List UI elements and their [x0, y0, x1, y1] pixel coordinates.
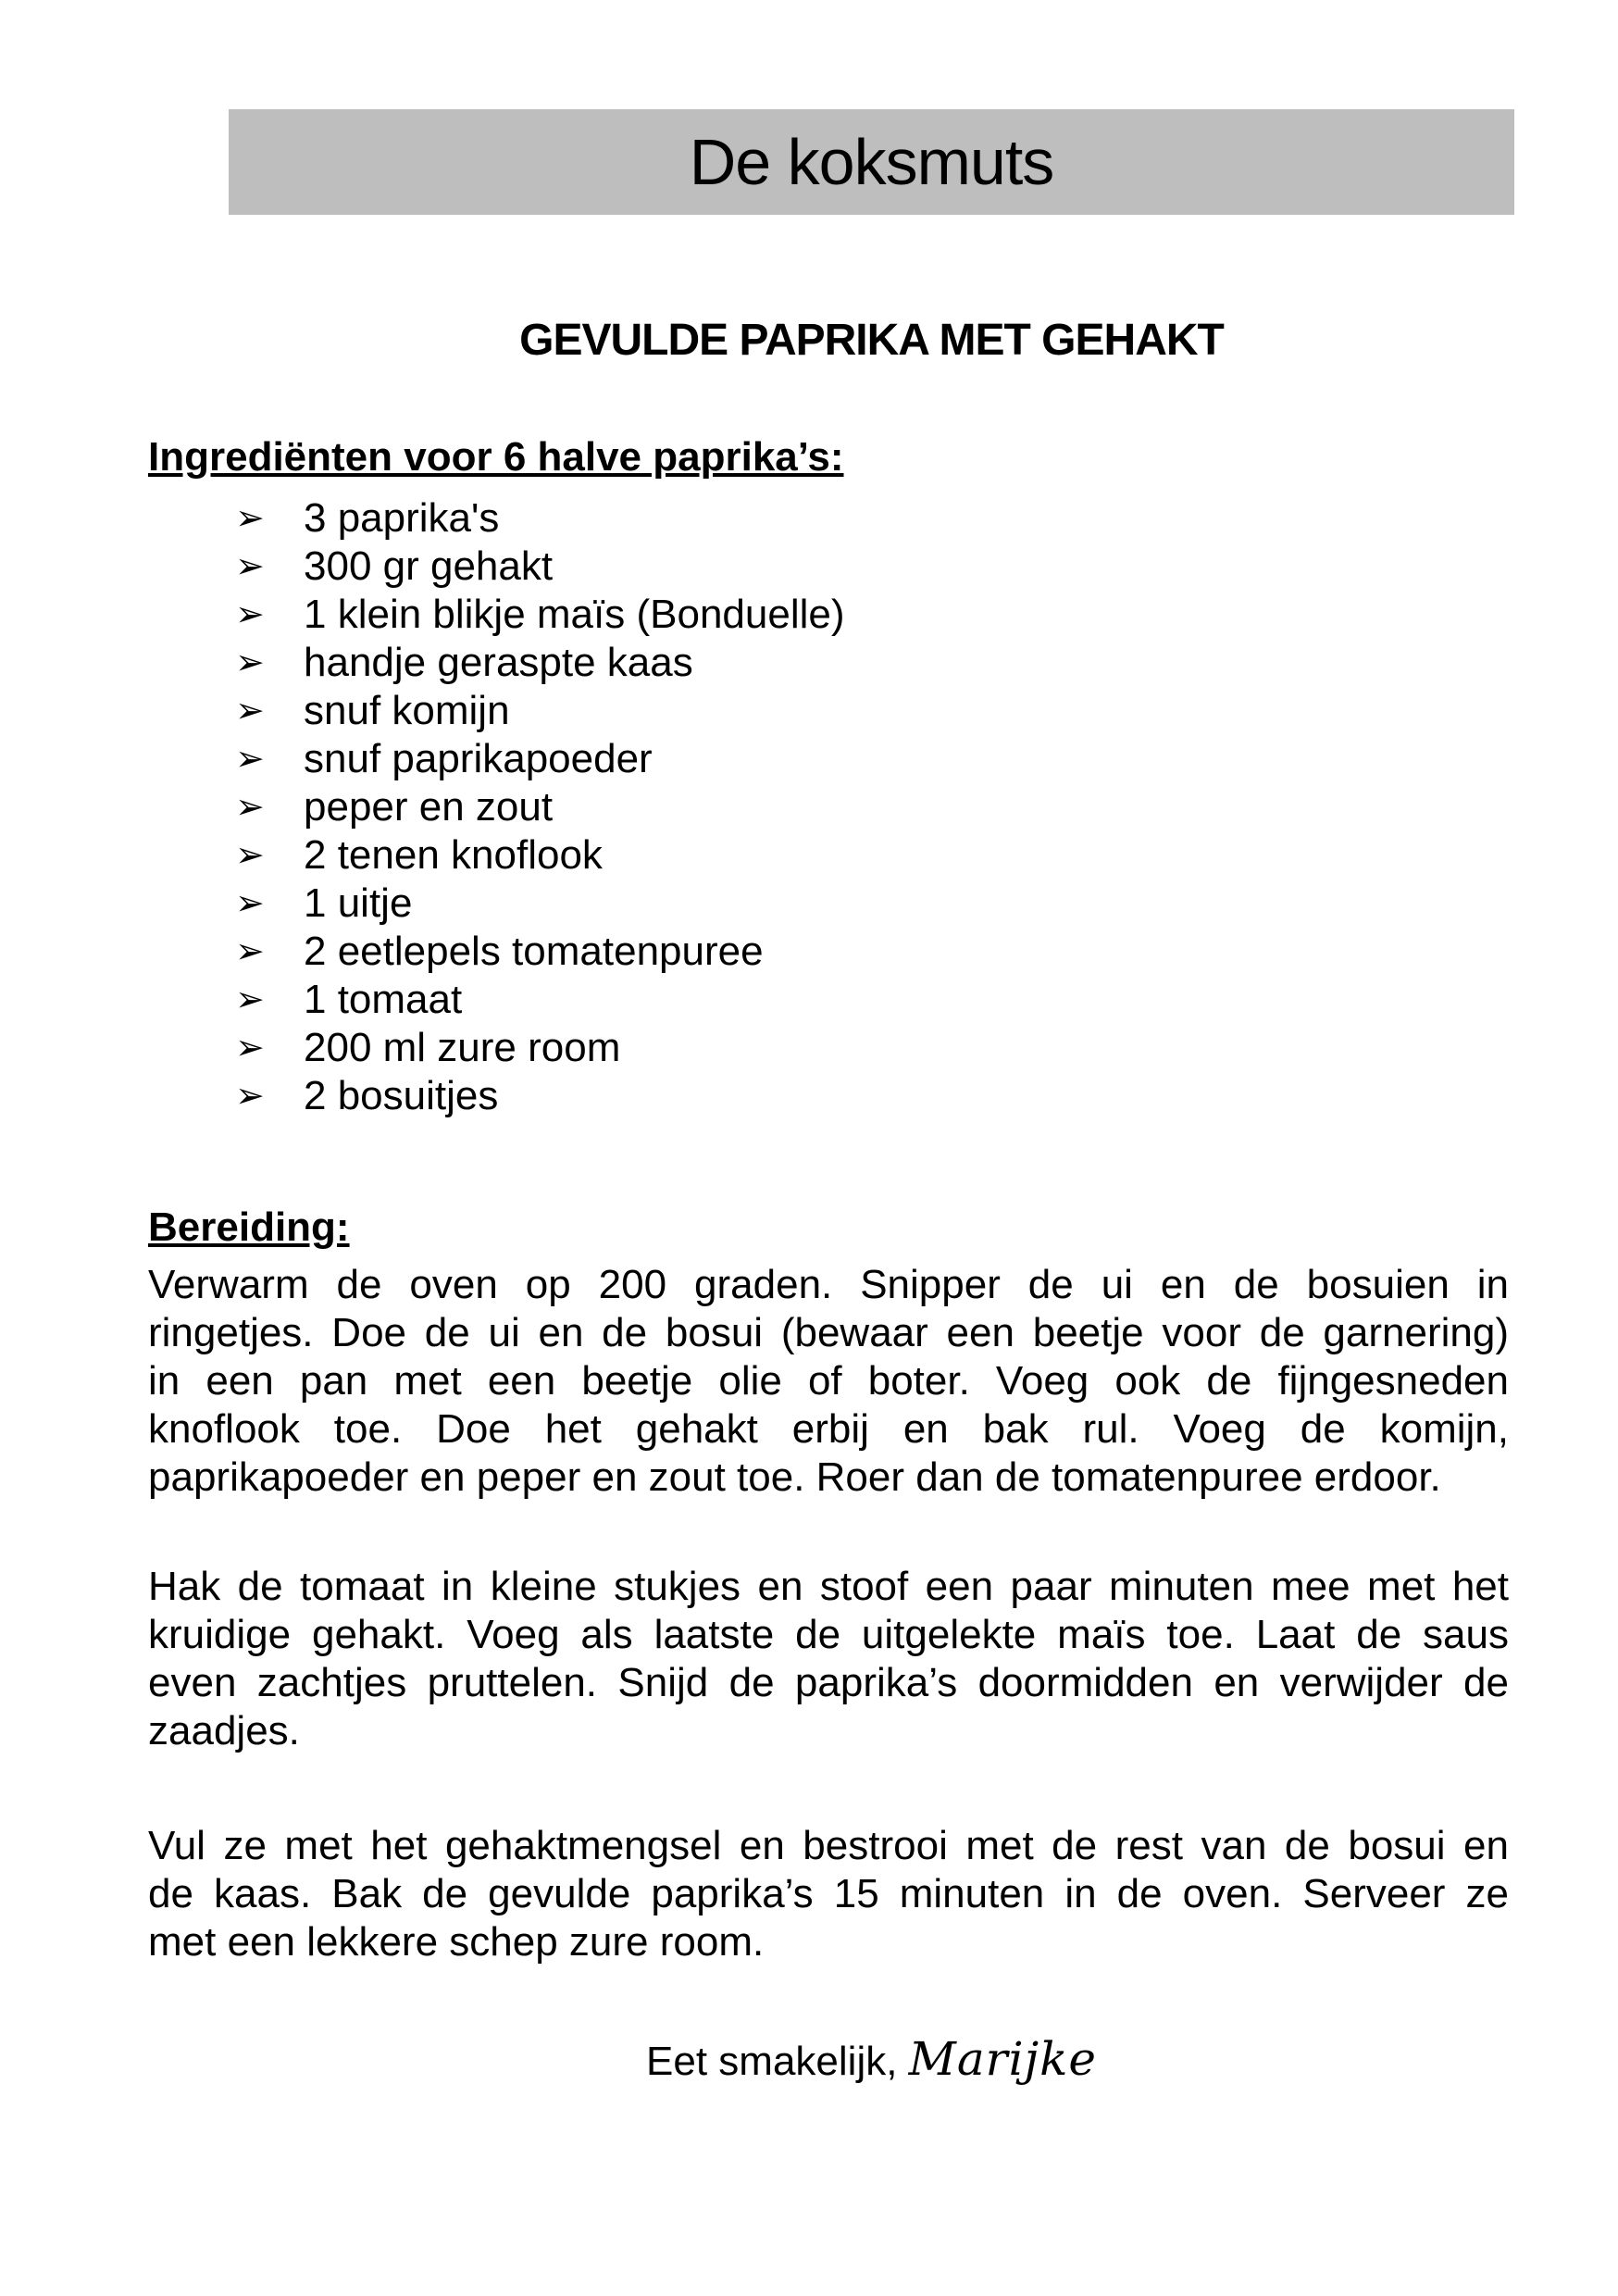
arrow-bullet-icon: ➢ [235, 740, 265, 779]
paragraph-line: Verwarm de oven op 200 graden. Snipper de ui en de bosuien in [148, 1262, 1509, 1307]
signature-line [229, 2033, 1514, 2088]
preparation-paragraph-3 [148, 1822, 1509, 1966]
ingredient-text: 200 ml zure room [304, 1025, 621, 1070]
ingredient-item [148, 494, 1509, 543]
signature-name: Marijke [908, 2032, 1097, 2086]
ingredient-text: 1 tomaat [304, 977, 463, 1022]
ingredient-text: 1 klein blikje maïs (Bonduelle) [304, 592, 845, 637]
arrow-bullet-icon: ➢ [235, 1029, 265, 1067]
paragraph-line: kruidige gehakt. Voeg als laatste de uitgelekte maïs toe. Laat de saus [148, 1612, 1509, 1657]
arrow-bullet-icon: ➢ [235, 788, 265, 827]
arrow-bullet-icon: ➢ [235, 595, 265, 634]
ingredient-item [148, 976, 1509, 1024]
ingredient-text: peper en zout [304, 784, 554, 830]
ingredients-heading: Ingrediënten voor 6 halve paprika’s: [148, 434, 844, 480]
paragraph-line: de kaas. Bak de gevulde paprika’s 15 minuten in de oven. Serveer ze [148, 1871, 1509, 1916]
arrow-bullet-icon: ➢ [235, 692, 265, 730]
ingredient-text: 3 paprika's [304, 495, 500, 541]
ingredient-text: snuf paprikapoeder [304, 736, 653, 781]
arrow-bullet-icon: ➢ [235, 836, 265, 875]
ingredient-list [148, 494, 1509, 1120]
ingredient-item [148, 687, 1509, 735]
arrow-bullet-icon: ➢ [235, 1077, 265, 1116]
ingredient-item [148, 928, 1509, 976]
ingredient-item [148, 783, 1509, 831]
arrow-bullet-icon: ➢ [235, 499, 265, 538]
paragraph-line: met een lekkere schep zure room. [148, 1919, 765, 1965]
ingredient-text: 2 bosuitjes [304, 1073, 499, 1118]
paragraph-line: paprikapoeder en peper en zout toe. Roer dan de tomatenpuree erdoor. [148, 1454, 1441, 1500]
ingredient-text: 2 eetlepels tomatenpuree [304, 929, 764, 974]
paragraph-line: ringetjes. Doe de ui en de bosui (bewaar een beetje voor de garnering) [148, 1310, 1509, 1355]
ingredient-item [148, 591, 1509, 639]
paragraph-line: in een pan met een beetje olie of boter. Voeg ook de fijngesneden [148, 1358, 1509, 1404]
paragraph-line: zaadjes. [148, 1708, 300, 1753]
paragraph-line: Vul ze met het gehaktmengsel en bestrooi met de rest van de bosui en [148, 1823, 1509, 1868]
paragraph-line: knoflook toe. Doe het gehakt erbij en bak rul. Voeg de komijn, [148, 1406, 1509, 1452]
ingredient-text: 1 uitje [304, 880, 413, 926]
arrow-bullet-icon: ➢ [235, 980, 265, 1019]
preparation-paragraph-2 [148, 1563, 1509, 1755]
ingredient-item [148, 1072, 1509, 1120]
paragraph-line: Hak de tomaat in kleine stukjes en stoof een paar minuten mee met het [148, 1564, 1509, 1609]
paragraph-line: even zachtjes pruttelen. Snijd de paprika’s doormidden en verwijder de [148, 1660, 1509, 1705]
ingredient-text: 2 tenen knoflook [304, 832, 603, 878]
header-banner [229, 109, 1514, 215]
ingredient-text: 300 gr gehakt [304, 543, 554, 589]
ingredient-item [148, 831, 1509, 880]
ingredient-item [148, 880, 1509, 928]
preparation-paragraph-1 [148, 1261, 1509, 1502]
ingredient-text: snuf komijn [304, 688, 510, 733]
arrow-bullet-icon: ➢ [235, 643, 265, 682]
signature-prefix: Eet smakelijk, [646, 2039, 909, 2084]
arrow-bullet-icon: ➢ [235, 547, 265, 586]
arrow-bullet-icon: ➢ [235, 884, 265, 923]
ingredient-text: handje geraspte kaas [304, 640, 693, 685]
preparation-heading: Bereiding: [148, 1204, 350, 1250]
recipe-title: GEVULDE PAPRIKA MET GEHAKT [519, 316, 1224, 365]
ingredient-item [148, 1024, 1509, 1072]
ingredient-item [148, 543, 1509, 591]
arrow-bullet-icon: ➢ [235, 932, 265, 971]
ingredient-item [148, 735, 1509, 783]
site-title: De koksmuts [689, 126, 1054, 198]
ingredient-item [148, 639, 1509, 687]
